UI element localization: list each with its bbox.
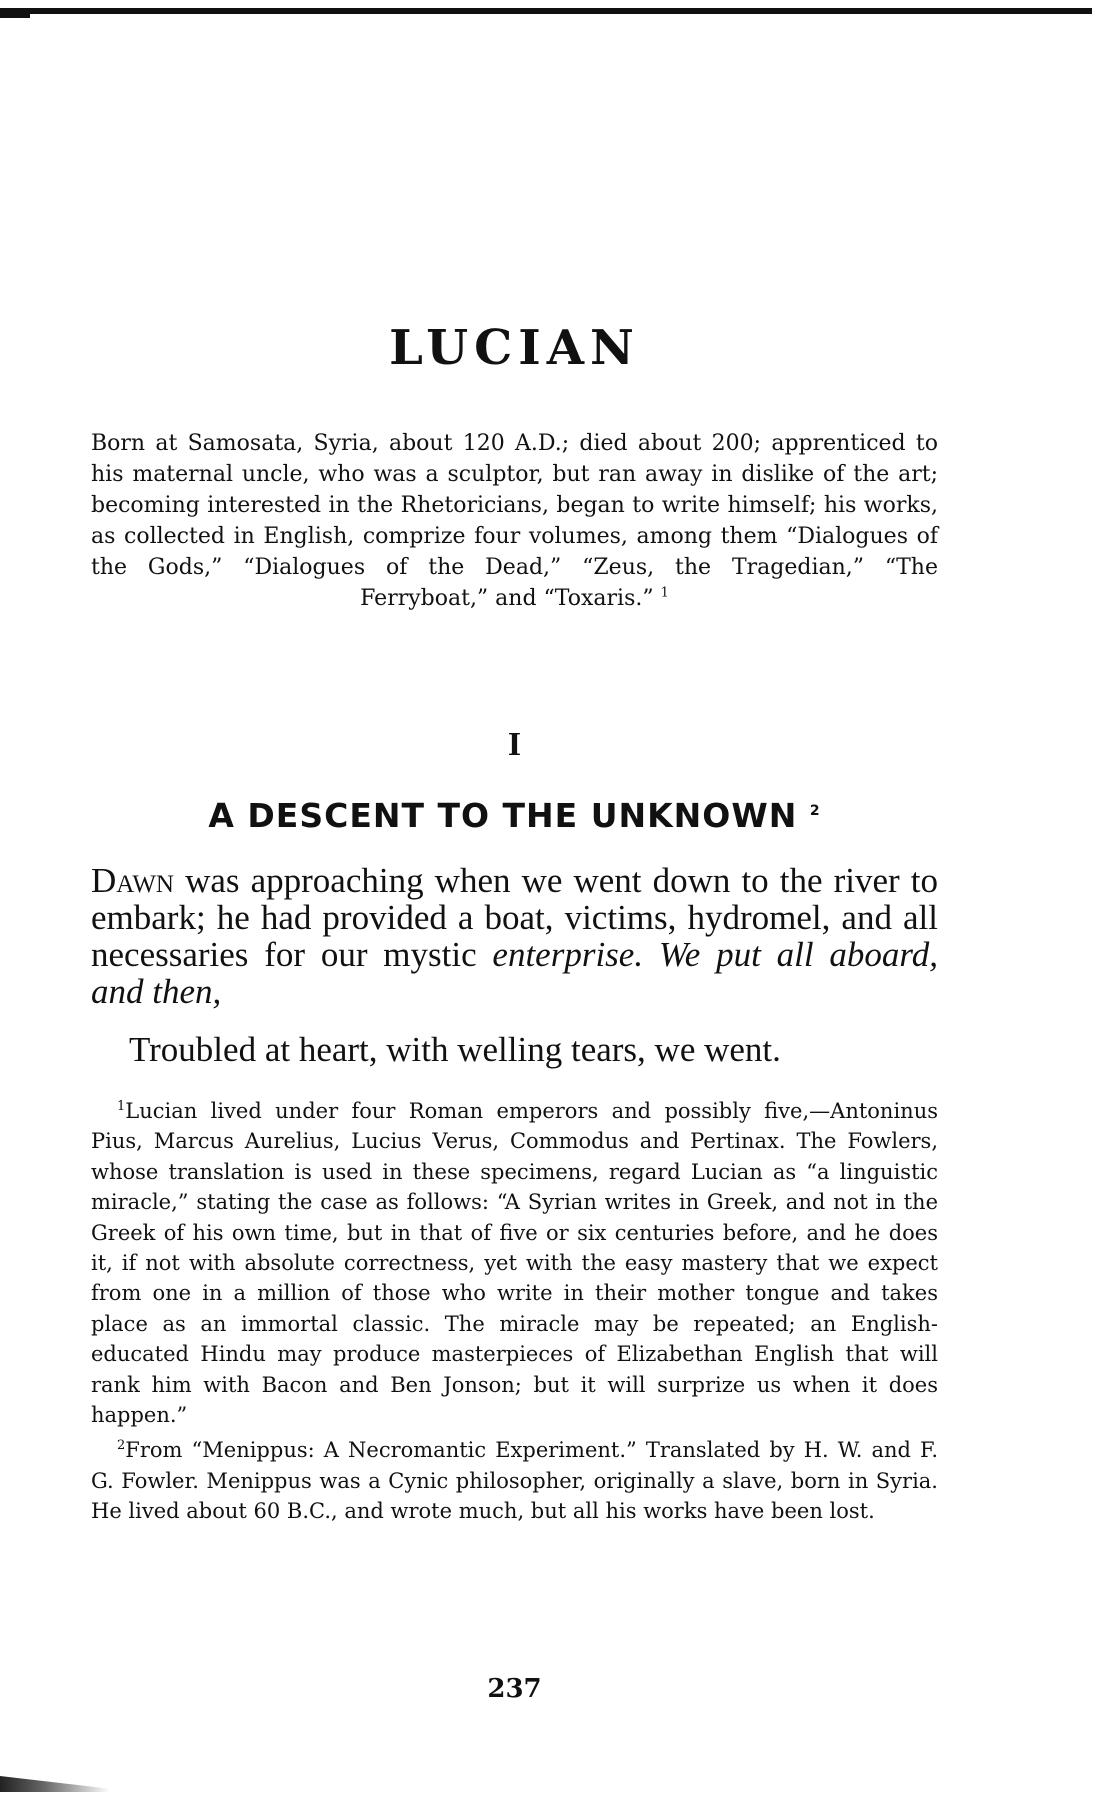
- footnote-reference-1: 1: [660, 585, 669, 601]
- page-number: 237: [487, 1674, 542, 1704]
- author-title: LUCIAN: [389, 320, 640, 376]
- footnote-marker-2: 2: [117, 1438, 126, 1454]
- body-paragraph: [91, 862, 938, 1010]
- footnote-text-1: Lucian lived under four Roman emperors and possibly five,—Antoninus Pius, Marcus Aurelius, Lucius Verus, Commodus and Pertinax. The Fowlers, whose translation is used in these specimens, regard Lucian as “a linguistic miracle,” stating the case as follows: “A Syrian writes in Greek, and not in the Greek of his own time, but in that of five or six centuries before, and he does it, if not with absolute correctness, yet with the easy mastery that we expect from one in a million of those who write in their mother tongue and takes place as an immortal classic. The miracle may be repeated; an English-educated Hindu may produce masterpieces of Elizabethan English that will rank him with Bacon and Ben Jonson; but it will surprize us when it does happen.”: [91, 1099, 938, 1428]
- footnote-marker-1: 1: [117, 1099, 126, 1114]
- body-text-plain: was approaching when we went down to the river to embark; he had provided a boat, victims, hydromel, and all necessaries for our mystic: [91, 861, 938, 974]
- footnote-2: [91, 1435, 938, 1526]
- footnote-text-2: From “Menippus: A Necromantic Experiment.” Translated by H. W. and F. G. Fowler. Menippus was a Cynic philosopher, originally a slave, born in Syria. He lived about 60 B.C., and wrote much, but all his works have been lost.: [91, 1438, 938, 1524]
- body-text-italic: enterprise. We put all aboard, and then,: [91, 935, 938, 1011]
- scan-artifact: [0, 1776, 110, 1792]
- verse-line: Troubled at heart, with welling tears, we went.: [129, 1030, 781, 1069]
- section-number: I: [507, 726, 522, 763]
- footnotes: [91, 1096, 938, 1527]
- opening-word: Dawn: [91, 861, 174, 900]
- footnote-reference-2: 2: [809, 803, 821, 819]
- biography-text: Born at Samosata, Syria, about 120 A.D.; died about 200; apprenticed to his maternal uncle, who was a sculptor, but ran away in dislike of the art; becoming interested in the Rhetoricians, began to write himself; his works, as collected in English, comprize four volumes, among them “Dialogues of the Gods,” “Dialogues of the Dead,” “Zeus, the Tragedian,” “The Ferryboat,” and “Toxaris.”: [91, 431, 938, 611]
- top-scan-rule: [0, 8, 1092, 14]
- section-title: [91, 796, 938, 835]
- footnote-1: [91, 1096, 938, 1430]
- section-title-text: A DESCENT TO THE UNKNOWN: [208, 796, 798, 835]
- author-biography: [91, 428, 938, 614]
